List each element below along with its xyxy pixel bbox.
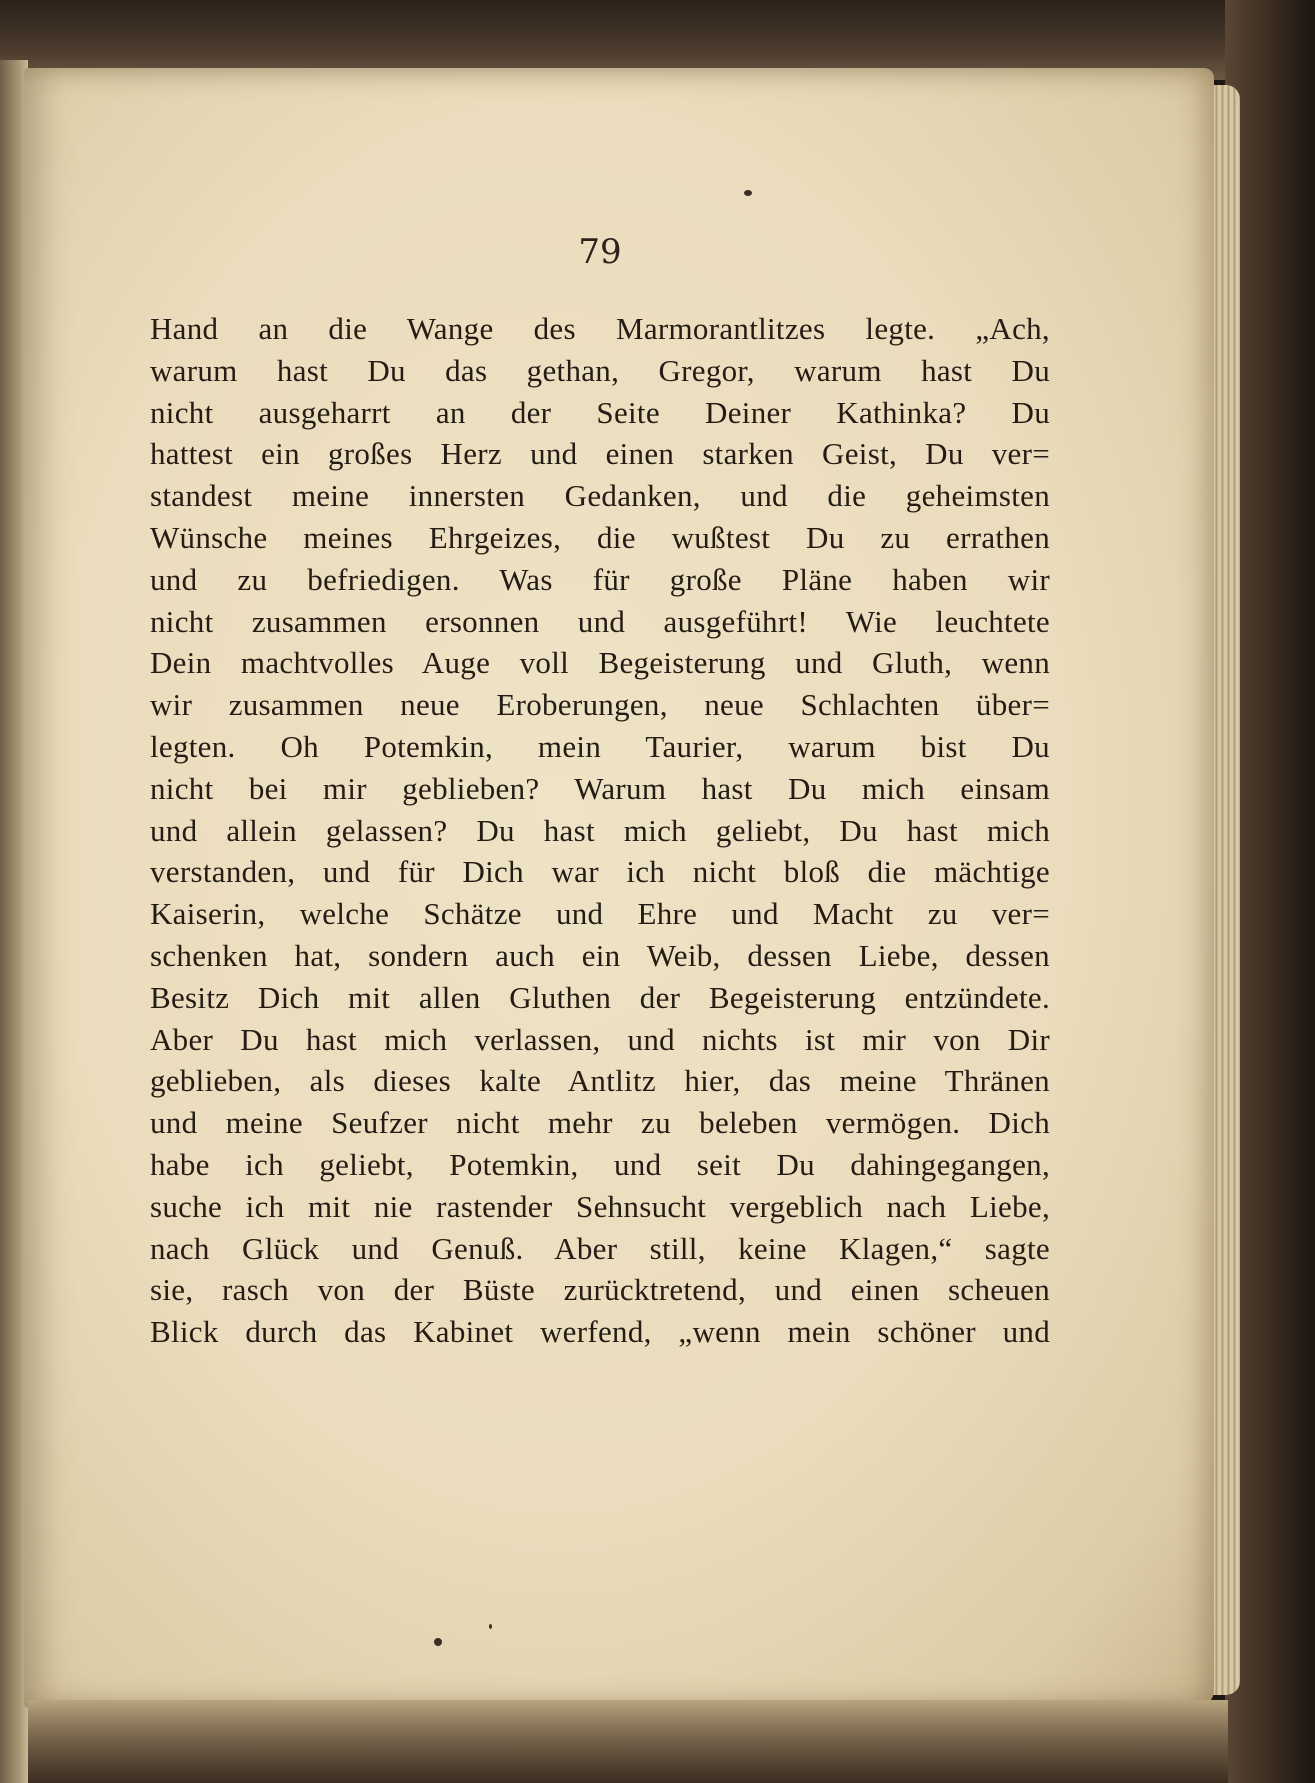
body-text (150, 308, 1050, 1353)
page-bottom-shadow (28, 1700, 1228, 1783)
text-line: nicht ausgeharrt an der Seite Deiner Kathinka? Du (150, 394, 1050, 430)
text-line: schenken hat, sondern auch ein Weib, dessen Liebe, dessen (150, 937, 1050, 973)
text-line: Dein machtvolles Auge voll Begeisterung und Gluth, wenn (150, 645, 1050, 681)
text-line: Hand an die Wange des Marmorantlitzes legte. „Ach, (150, 311, 1050, 346)
text-line: und allein gelassen? Du hast mich geliebt, Du hast mich (150, 812, 1050, 848)
text-line: nach Glück und Genuß. Aber still, keine Klagen,“ sagte (150, 1230, 1050, 1266)
text-line: verstanden, und für Dich war ich nicht bloß die mächtige (150, 854, 1050, 890)
text-line: Blick durch das Kabinet werfend, „wenn mein schöner und (150, 1314, 1050, 1350)
text-line: Kaiserin, welche Schätze und Ehre und Macht zu ver= (150, 896, 1050, 932)
text-line: sie, rasch von der Büste zurücktretend, und einen scheuen (150, 1272, 1050, 1308)
text-line: suche ich mit nie rastender Sehnsucht vergeblich nach Liebe, (150, 1188, 1050, 1224)
text-line: legten. Oh Potemkin, mein Taurier, warum bist Du (150, 728, 1050, 764)
text-line: nicht zusammen ersonnen und ausgeführt! Wie leuchtete (150, 603, 1050, 639)
text-line: und meine Seufzer nicht mehr zu beleben vermögen. Dich (150, 1105, 1050, 1141)
text-line: habe ich geliebt, Potemkin, und seit Du dahingegangen, (150, 1146, 1050, 1182)
text-line: nicht bei mir geblieben? Warum hast Du mich einsam (150, 770, 1050, 806)
text-line: wir zusammen neue Eroberungen, neue Schlachten über= (150, 687, 1050, 723)
text-line: warum hast Du das gethan, Gregor, warum hast Du (150, 352, 1050, 388)
text-line: Aber Du hast mich verlassen, und nichts ist mir von Dir (150, 1021, 1050, 1057)
ink-speck (489, 1624, 492, 1629)
text-line: geblieben, als dieses kalte Antlitz hier, das meine Thränen (150, 1063, 1050, 1099)
text-line: und zu befriedigen. Was für große Pläne haben wir (150, 561, 1050, 597)
page-number: 79 (578, 232, 622, 272)
ink-speck (744, 190, 752, 196)
text-line: standest meine innersten Gedanken, und die geheimsten (150, 478, 1050, 514)
text-line: hattest ein großes Herz und einen starken Geist, Du ver= (150, 436, 1050, 472)
text-line: Wünsche meines Ehrgeizes, die wußtest Du zu errathen (150, 519, 1050, 555)
ink-speck (434, 1638, 442, 1646)
text-line: Besitz Dich mit allen Gluthen der Begeisterung entzündete. (150, 979, 1050, 1015)
